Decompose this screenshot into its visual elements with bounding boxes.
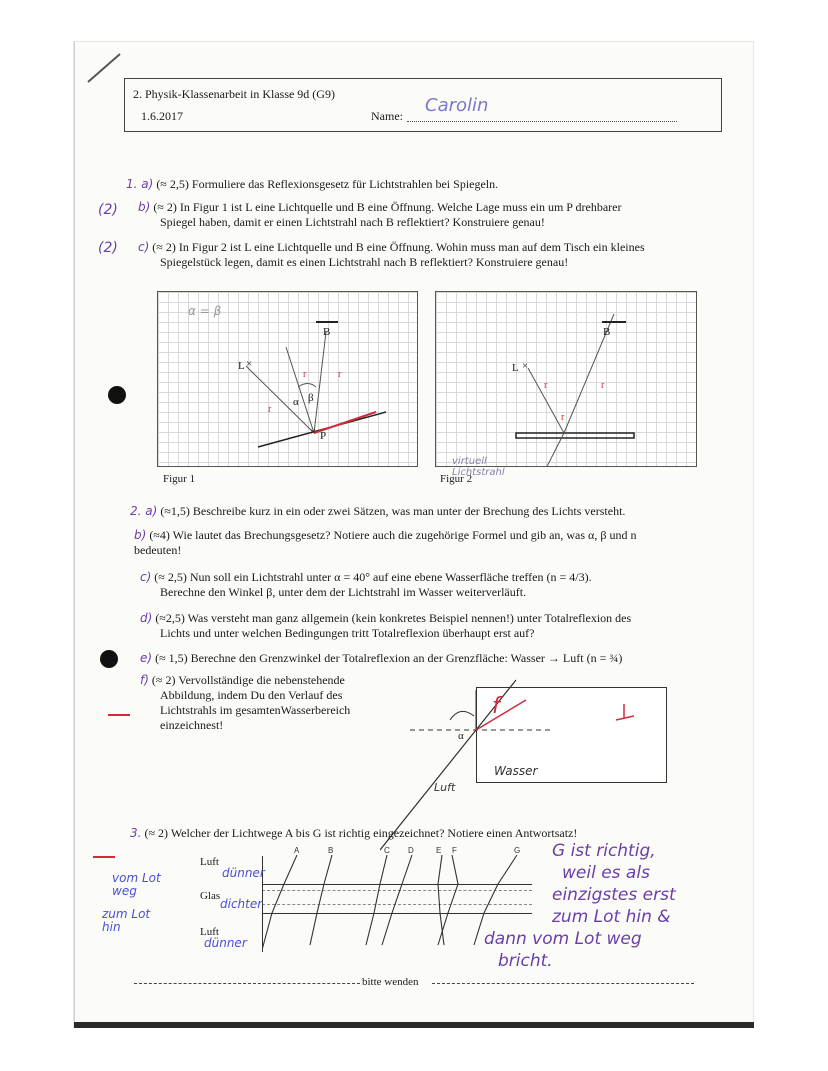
sheet-shadow: [74, 1022, 754, 1028]
path-label-D: D: [408, 846, 414, 855]
medium-air-bottom: Luft: [200, 926, 219, 938]
note-toward-normal: zum Lot hin: [102, 907, 151, 934]
question-2c: c) (≈ 2,5) Nun soll ein Lichtstrahl unter α = 40° auf eine ebene Wasserfläche treffen (n = 4/3). Berechne den Winkel β, unter dem der Lichtstrahl im Wasser weiterverläuft.: [140, 570, 592, 599]
svg-text:r: r: [601, 380, 605, 391]
path-label-E: E: [436, 846, 442, 855]
footer-rule-left: [134, 983, 360, 984]
path-label-B: B: [328, 846, 334, 855]
note-thinner-bottom: dünner: [204, 936, 247, 950]
red-dash: [93, 856, 115, 858]
fig1-cross-L: ×: [246, 358, 253, 370]
footer-rule-right: [432, 983, 694, 984]
figure-2-drawing: [436, 292, 696, 466]
fig1-note: α = β: [188, 304, 222, 318]
figure-2: [435, 291, 697, 467]
medium-air-top: Luft: [200, 856, 219, 868]
question-1c: c) (≈ 2) In Figur 2 ist L eine Lichtquelle und B eine Öffnung. Wohin muss man auf dem Tisch ein kleines Spiegelstück legen, damit es einen Lichtstrahl nach B reflektiert? Konstruiere genau!: [138, 240, 645, 269]
fig2-label-L: L: [512, 362, 519, 374]
fig1-label-B: B: [323, 326, 331, 338]
fig1-label-L: L: [238, 360, 245, 372]
fig1-alpha: α: [293, 396, 299, 408]
path-label-F: F: [452, 846, 457, 855]
fig2-cross-L: ×: [522, 360, 529, 372]
medium-glass: Glas: [200, 890, 221, 902]
corner-fold: [84, 48, 124, 88]
figure-1: [157, 291, 418, 467]
note-denser: dichter: [220, 897, 263, 911]
fig1-beta: β: [308, 392, 314, 404]
exam-date: 1.6.2017: [141, 109, 183, 123]
figure-2-caption: Figur 2: [440, 473, 473, 485]
path-label-C: C: [384, 846, 390, 855]
air-label: Luft: [434, 781, 456, 794]
header-box: [124, 78, 722, 132]
water-alpha: α: [458, 730, 464, 742]
figure-1-caption: Figur 1: [163, 473, 196, 485]
question-1a: 1. a) (≈ 2,5) Formuliere das Reflexionsgesetz für Lichtstrahlen bei Spiegeln.: [126, 177, 499, 191]
water-mark: f: [492, 694, 500, 719]
exam-title: 2. Physik-Klassenarbeit in Klasse 9d (G9): [133, 87, 335, 101]
svg-text:r: r: [268, 404, 272, 415]
question-3: 3. (≈ 2) Welcher der Lichtwege A bis G ist richtig eingezeichnet? Notiere einen Antwortsatz!: [130, 826, 578, 840]
punch-hole: [100, 650, 118, 668]
score-1c: (2): [98, 240, 118, 256]
punch-hole: [108, 386, 126, 404]
fig1-label-P: P: [320, 430, 327, 442]
question-1b: b) (≈ 2) In Figur 1 ist L eine Lichtquelle und B eine Öffnung. Welche Lage muss ein um P drehbarer Spiegel haben, damit er einen Lichtstrahl nach B reflektiert? Konstruiere genau!: [138, 200, 622, 229]
red-dash: [108, 714, 130, 716]
fig2-label-B: B: [603, 326, 611, 338]
path-label-G: G: [514, 846, 521, 855]
score-1b: (2): [98, 202, 118, 218]
figure-1-drawing: [158, 292, 417, 466]
question-2f: f) (≈ 2) Vervollständige die nebenstehende Abbildung, indem Du den Verlauf des Lichtstrahls im gesamtenWasserbereich einzeichnest!: [140, 673, 351, 732]
path-label-A: A: [294, 846, 300, 855]
fig1-cross-P: ×: [310, 426, 317, 438]
svg-text:r: r: [544, 380, 548, 391]
fig2-note: virtuell Lichtstrahl: [452, 456, 505, 478]
student-name: Carolin: [425, 95, 489, 116]
water-label: Wasser: [494, 764, 538, 778]
question-2e: e) (≈ 1,5) Berechne den Grenzwinkel der Totalreflexion an der Grenzfläche: Wasser → Luft (n = ¾): [140, 651, 623, 665]
question-2b: b) (≈4) Wie lautet das Brechungsgesetz? Notiere auch die zugehörige Formel und gib an, was α, β und n bedeuten!: [134, 528, 637, 557]
question-2d: d) (≈2,5) Was versteht man ganz allgemein (kein konkretes Beispiel nennen!) unter Totalreflexion des Lichts und unter welchen Bedingungen tritt Totalreflexion überhaupt erst auf?: [140, 611, 632, 640]
svg-text:r: r: [338, 369, 342, 380]
note-away-from-normal: vom Lot weg: [112, 871, 161, 898]
footer-text: bitte wenden: [362, 976, 419, 988]
note-thinner-top: dünner: [222, 866, 265, 880]
name-label: Name:: [371, 109, 403, 123]
svg-text:r: r: [561, 412, 565, 423]
svg-text:r: r: [303, 369, 307, 380]
answer-block: G ist richtig, weil es als einzigstes erst zum Lot hin & dann vom Lot weg bricht.: [484, 841, 676, 971]
question-2a: 2. a) (≈1,5) Beschreibe kurz in ein oder zwei Sätzen, was man unter der Brechung des Lichts versteht.: [130, 504, 626, 518]
